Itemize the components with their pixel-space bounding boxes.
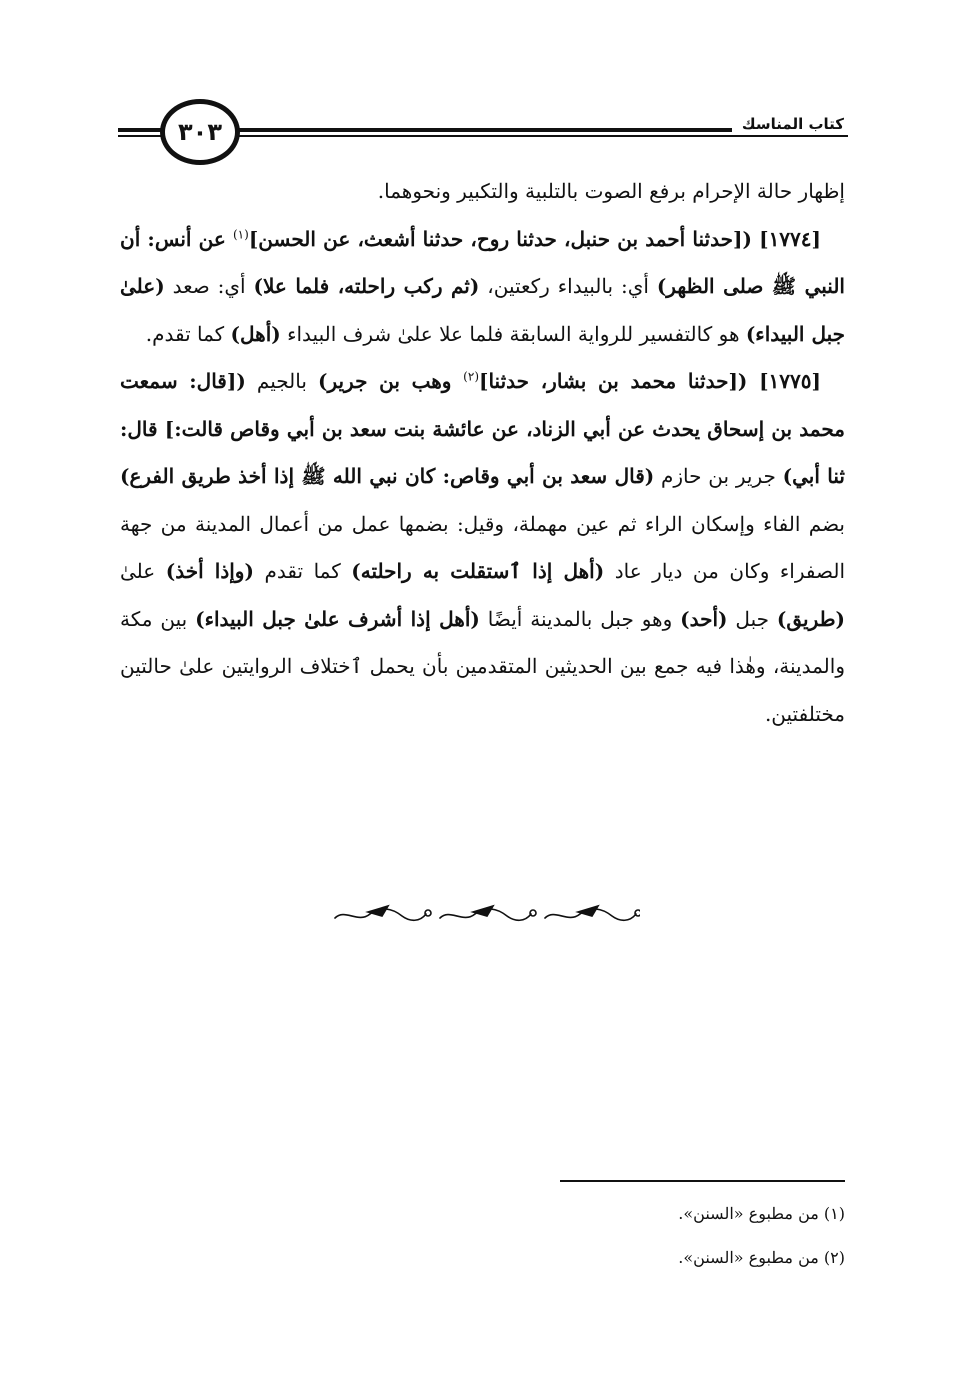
page-header bbox=[118, 95, 848, 165]
hadith-text: (أهل إذا ٱستقلت به راحلته) bbox=[351, 559, 605, 583]
hadith-1775 bbox=[120, 358, 845, 738]
hadith-text: (وإذا أخذ) bbox=[165, 559, 254, 583]
book-title: كتاب المناسك bbox=[732, 115, 848, 133]
hadith-number: [١٧٧٥] bbox=[747, 369, 821, 393]
hadith-chain: ([حدثنا محمد بن بشار، حدثنا] bbox=[479, 369, 748, 393]
commentary: بين مكة والمدينة، وهٰذا فيه جمع بين الحديثين المتقدمين بأن يحمل ٱختلاف الروايتين علىٰ حالتين مختلفتين. bbox=[120, 606, 845, 726]
commentary: هو كالتفسير للرواية السابقة فلما علا علىٰ شرف البيداء bbox=[280, 321, 746, 346]
hadith-number: [١٧٧٤] bbox=[751, 226, 821, 251]
commentary: جرير بن حازم bbox=[654, 464, 783, 488]
hadith-text: ([قال: سمعت محمد بن إسحاق يحدث عن أبي الزناد، عن عائشة بنت سعد بن أبي وقاص قالت:] قال: ثنا أبي) bbox=[120, 369, 845, 488]
hadith-text: (أحد) bbox=[680, 606, 728, 631]
main-text bbox=[120, 168, 845, 738]
hadith-text: وهب بن جرير) bbox=[317, 369, 464, 393]
footnote-2: (٢) من مطبوع «السنن». bbox=[678, 1248, 845, 1267]
hadith-1774 bbox=[120, 216, 845, 359]
commentary: بضم الفاء وإسكان الراء ثم عين مهملة، وقيل: بضمها عمل من أعمال المدينة من جهة الصفراء وكان من ديار عاد bbox=[120, 511, 845, 583]
footnote-marker-1[interactable]: (١) bbox=[232, 226, 249, 241]
ornament-unit bbox=[545, 906, 640, 920]
commentary: أي: بالبيداء ركعتين، bbox=[479, 274, 657, 298]
commentary: كما تقدم bbox=[253, 559, 352, 583]
commentary: أي: صعد bbox=[164, 274, 254, 298]
footnote-separator bbox=[560, 1180, 845, 1182]
commentary: علىٰ bbox=[120, 559, 166, 583]
hadith-text: (أهل إذا أشرف علىٰ جبل البيداء) bbox=[195, 606, 480, 631]
commentary: جبل bbox=[727, 606, 777, 631]
page-number: ٣٠٣ bbox=[178, 118, 222, 146]
ornament-unit bbox=[335, 906, 431, 920]
commentary: وهو جبل بالمدينة أيضًا bbox=[479, 606, 681, 631]
section-end-ornament bbox=[330, 902, 640, 932]
footnote-marker-2[interactable]: (٢) bbox=[463, 369, 479, 384]
hadith-text: (أهل) bbox=[230, 321, 281, 346]
commentary: كما تقدم. bbox=[145, 321, 231, 346]
paragraph-1 bbox=[120, 168, 845, 216]
hadith-text: (طريق) bbox=[776, 606, 845, 631]
commentary: بالجيم bbox=[245, 369, 318, 393]
footnotes bbox=[400, 1192, 845, 1280]
hadith-text: (ثم ركب راحلته، فلما علا) bbox=[253, 274, 480, 298]
hadith-text: (قال سعد بن أبي وقاص: كان نبي الله ﷺ إذا أخذ طريق الفرع) bbox=[120, 464, 655, 488]
footnote-1: (١) من مطبوع «السنن». bbox=[678, 1204, 845, 1223]
text-run: إظهار حالة الإحرام برفع الصوت بالتلبية والتكبير ونحوهما. bbox=[377, 179, 845, 203]
hadith-chain: ([حدثنا أحمد بن حنبل، حدثنا روح، حدثنا أشعث، عن الحسن] bbox=[248, 226, 752, 251]
page-number-badge bbox=[160, 99, 240, 165]
ornament-unit bbox=[440, 906, 536, 920]
hadith-text: (علىٰ جبل البيداء) bbox=[120, 274, 845, 346]
hadith-text: عن أنس: أن النبي ﷺ صلى الظهر) bbox=[120, 226, 845, 298]
